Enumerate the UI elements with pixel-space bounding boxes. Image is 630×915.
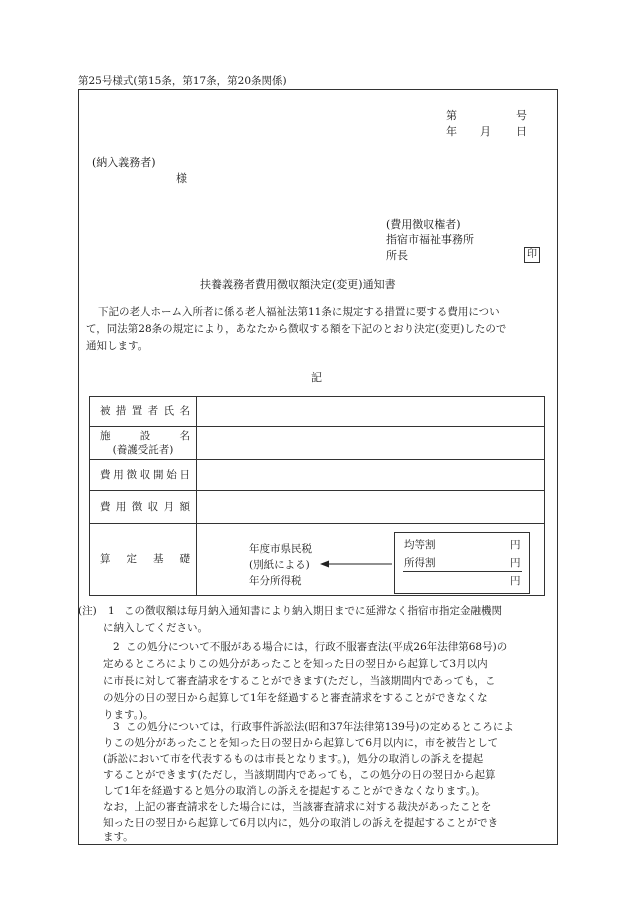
date-day: 日 <box>516 125 527 138</box>
value-start-date <box>197 460 545 491</box>
payer-label: (納入義務者) <box>92 156 156 169</box>
body-line-2: て，同法第28条の規定により，あなたから徴収する額を下記のとおり決定(変更)したので <box>86 323 507 335</box>
table-row-name <box>90 397 545 427</box>
basis-line-1: 年度市県民税 <box>249 543 312 555</box>
box-unit-1: 円 <box>510 539 521 551</box>
table-row-monthly <box>90 491 545 524</box>
box-unit-3: 円 <box>510 575 521 587</box>
label-facility-sub: (養護受託者) <box>112 443 174 456</box>
table-row-start-date <box>90 460 545 491</box>
box-label-kintowari: 均等割 <box>404 539 436 551</box>
note-2-line-3: に市長に対して審査請求をすることができます(ただし，当該期間内であっても，こ <box>103 675 496 687</box>
note-1-line-2: に納入してください。 <box>103 622 208 634</box>
authority-label: (費用徴収権者) <box>386 218 461 231</box>
basis-line-3: 年分所得税 <box>249 575 302 587</box>
body-line-3: 通知します。 <box>86 340 149 352</box>
document-title: 扶養義務者費用徴収額決定(変更)通知書 <box>200 278 396 291</box>
number-go: 号 <box>516 109 527 122</box>
note-3-line-7: 知った日の翌日から起算して6月以内に，処分の取消しの訴えを提起することができ <box>103 817 499 829</box>
notes-prefix: (注) <box>78 605 97 617</box>
note-2-line-1: この処分について不服がある場合には，行政不服審査法(平成26年法律第68号)の <box>126 641 508 653</box>
label-basis: 算 定 基 礎 <box>90 524 197 596</box>
note-3-number: 3 <box>113 721 120 733</box>
note-1-number: 1 <box>108 605 115 617</box>
authority-office: 指宿市福祉事務所 <box>386 233 474 246</box>
box-underline <box>403 571 522 572</box>
note-3-line-4: することができます(ただし，当該期間内であっても，この処分の日の翌日から起算 <box>103 769 496 781</box>
basis-line-2: (別紙による) <box>249 559 310 571</box>
label-monthly-amount: 費 用 徴 収 月 額 <box>90 491 197 524</box>
label-facility: 施 設 名 (養護受託者) <box>90 427 197 460</box>
payer-honorific: 様 <box>176 172 187 185</box>
note-1-line-1: この徴収額は毎月納入通知書により納入期日までに延滞なく指宿市指定金融機関 <box>124 605 502 617</box>
box-label-shotokuwari: 所得割 <box>404 557 436 569</box>
note-3-line-2: りこの処分があったことを知った日の翌日から起算して6月以内に，市を被告として <box>103 737 499 749</box>
note-3-line-1: この処分については，行政事件訴訟法(昭和37年法律第139号)の定めるところによ <box>126 721 514 733</box>
seal-stamp: 印 <box>524 247 540 263</box>
authority-title: 所長 <box>386 249 408 262</box>
box-unit-2: 円 <box>510 557 521 569</box>
note-3-line-3: (訴訟において市を代表するものは市長となります。)，処分の取消しの訴えを提起 <box>103 753 484 765</box>
arrow-left-icon <box>320 559 392 569</box>
value-person-name <box>197 397 545 427</box>
date-month: 月 <box>480 125 491 138</box>
label-person-name: 被 措 置 者 氏 名 <box>90 397 197 427</box>
number-dai: 第 <box>446 109 457 122</box>
note-2-line-2: 定めるところによりこの処分があったことを知った日の翌日から起算して3月以内 <box>103 658 488 670</box>
value-facility <box>197 427 545 460</box>
body-line-1: 下記の老人ホーム入所者に係る老人福祉法第11条に規定する措置に要する費用につい <box>98 306 500 318</box>
form-number-label: 第25号様式(第15条，第17条，第20条関係) <box>78 75 287 87</box>
value-monthly-amount <box>197 491 545 524</box>
note-2-line-5: ります。)。 <box>103 709 154 721</box>
label-start-date: 費 用 徴 収 開 始 日 <box>90 460 197 491</box>
note-3-line-6: なお，上記の審査請求をした場合には，当該審査請求に対する裁決があったことを <box>103 801 492 813</box>
note-2-line-4: の処分の日の翌日から起算して1年を経過すると審査請求をすることができなくな <box>103 692 488 704</box>
note-3-line-5: して1年を経過すると処分の取消しの訴えを提起することができなくなります。)。 <box>103 785 486 797</box>
date-year: 年 <box>446 125 457 138</box>
note-2-number: 2 <box>113 641 120 653</box>
table-row-facility <box>90 427 545 460</box>
note-3-line-8: ます。 <box>103 831 134 843</box>
ki-heading: 記 <box>311 371 322 384</box>
